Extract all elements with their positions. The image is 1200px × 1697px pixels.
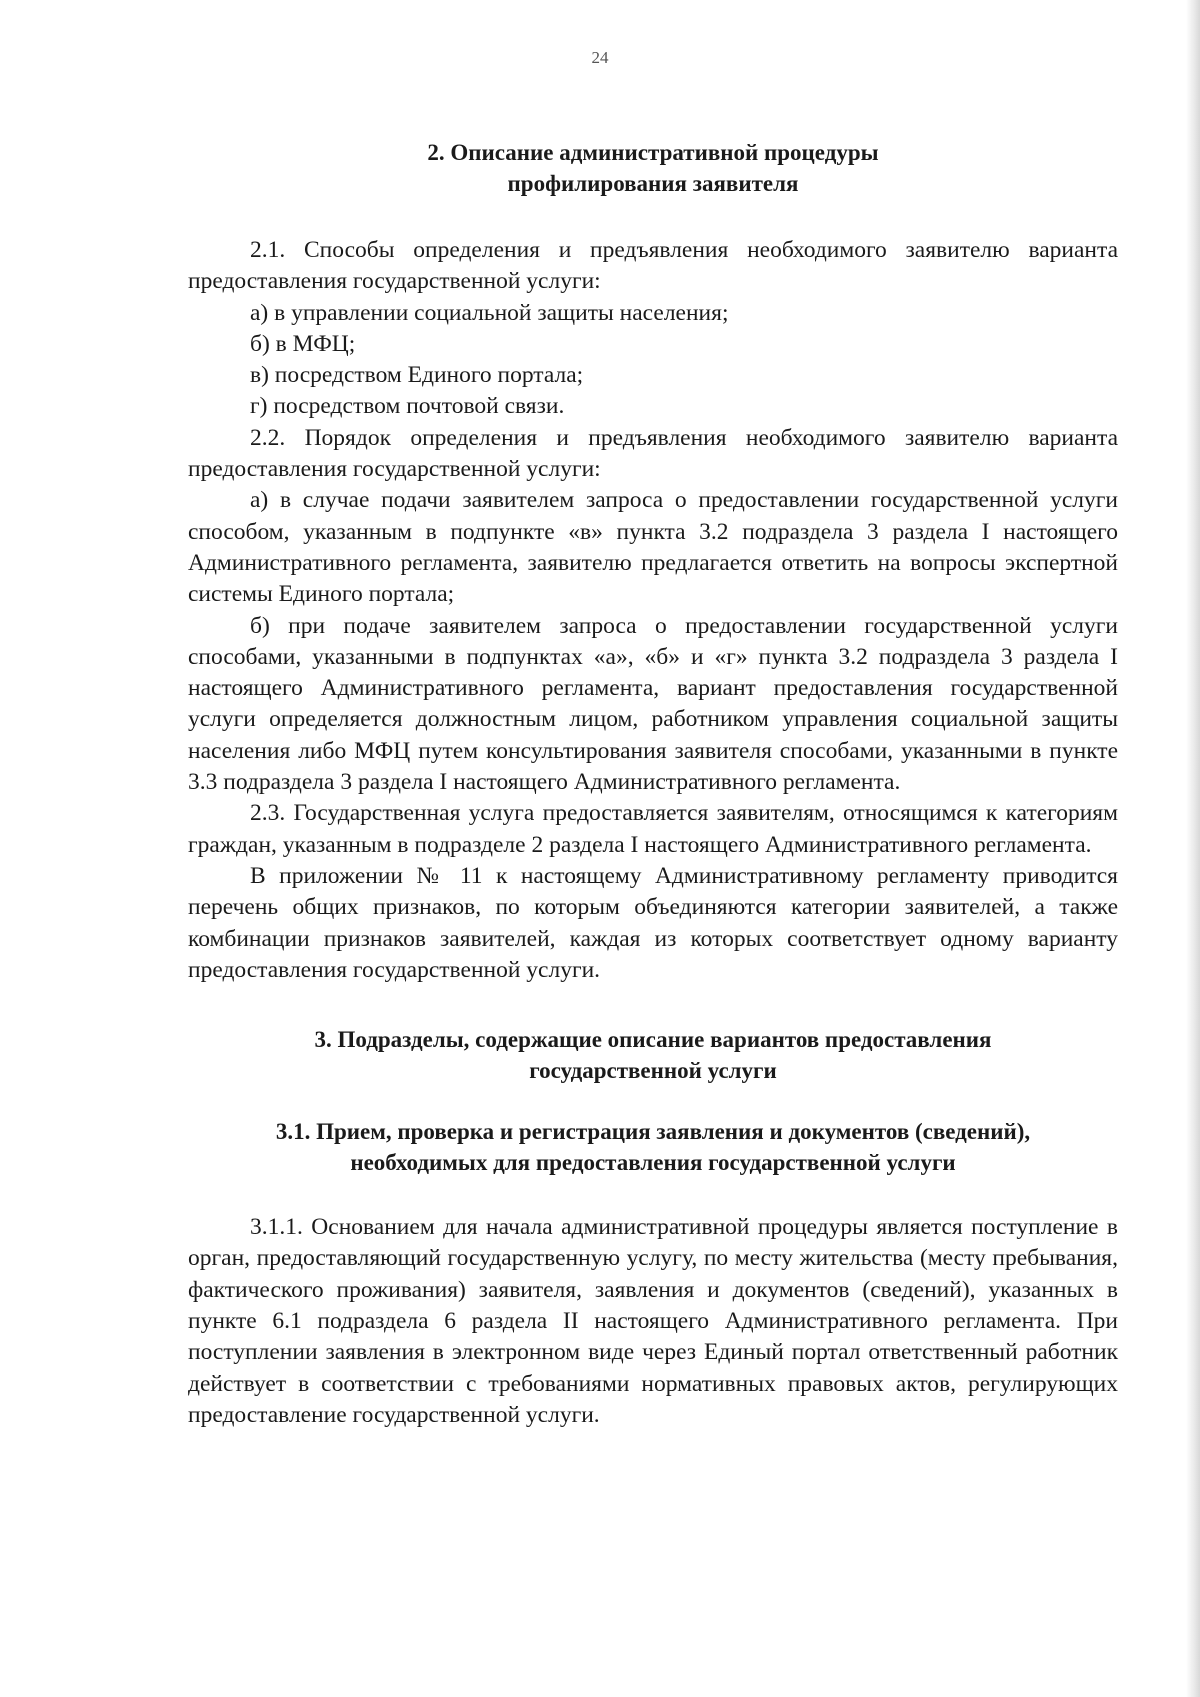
- document-body: [188, 137, 1118, 1431]
- subsection-3-1-heading: [188, 1116, 1118, 1178]
- list-item-2-1-b: б) в МФЦ;: [250, 330, 356, 357]
- section-2-heading-line-2: профилирования заявителя: [507, 171, 799, 196]
- paragraph-2-1: 2.1. Способы определения и предъявления необходимого заявителю варианта предоставления государственной услуги:: [188, 237, 1118, 295]
- paragraph-2-3-annex: В приложении № 11 к настоящему Административному регламенту приводится перечень общих признаков, по которым объединяются категории заявителей, а также комбинации признаков заявителей, каждая из которых соответствует одному варианту предоставления государственной услуги.: [188, 862, 1118, 983]
- list-item-2-1-a: а) в управлении социальной защиты населения;: [250, 299, 729, 326]
- paragraph-2-2-b: б) при подаче заявителем запроса о предоставлении государственной услуги способами, указанными в подпунктах «а», «б» и «г» пункта 3.2 подраздела 3 раздела I настоящего Административного регламента, вариант предоставления государственной услуги определяется должностным лицом, работником управления социальной защиты населения либо МФЦ путем консультирования заявителя способами, указанными в пункте 3.3 подраздела 3 раздела I настоящего Административного регламента.: [188, 612, 1118, 796]
- paragraph-2-2: 2.2. Порядок определения и предъявления необходимого заявителю варианта предоставления государственной услуги:: [188, 424, 1118, 483]
- list-item-2-1-c: в) посредством Единого портала;: [250, 362, 584, 389]
- page-number: 24: [591, 48, 609, 67]
- section-3-heading: [188, 1024, 1118, 1086]
- section-2-heading: [188, 137, 1118, 199]
- subsection-3-1-heading-line-2: необходимых для предоставления государственной услуги: [350, 1150, 956, 1176]
- section-3-heading-line-2: государственной услуги: [529, 1058, 777, 1084]
- subsection-3-1-heading-line-1: 3.1. Прием, проверка и регистрация заявления и документов (сведений),: [275, 1119, 1031, 1145]
- paragraph-3-1-1: 3.1.1. Основанием для начала административной процедуры является поступление в орган, предоставляющий государственную услугу, по месту жительства (месту пребывания, фактического проживания) заявителя, заявления и документов (сведений), указанных в пункте 6.1 подраздела 6 раздела II настоящего Административного регламента. При поступлении заявления в электронном виде через Единый портал ответственный работник действует в соответствии с требованиями нормативных правовых актов, регулирующих предоставление государственной услуги.: [188, 1214, 1118, 1428]
- section-2-heading-line-1: 2. Описание административной процедуры: [427, 140, 879, 165]
- paragraph-2-3: 2.3. Государственная услуга предоставляется заявителям, относящимся к категориям граждан, указанным в подразделе 2 раздела I настоящего Административного регламента.: [188, 800, 1118, 858]
- page-edge-shadow: [1186, 0, 1200, 1697]
- paragraph-2-2-a: а) в случае подачи заявителем запроса о предоставлении государственной услуги способом, указанным в подпункте «в» пункта 3.2 подраздела 3 раздела I настоящего Административного регламента, заявителю предлагается ответить на вопросы экспертной системы Единого портала;: [188, 487, 1118, 608]
- section-3-heading-line-1: 3. Подразделы, содержащие описание вариантов предоставления: [314, 1027, 992, 1053]
- list-item-2-1-d: г) посредством почтовой связи.: [250, 393, 565, 420]
